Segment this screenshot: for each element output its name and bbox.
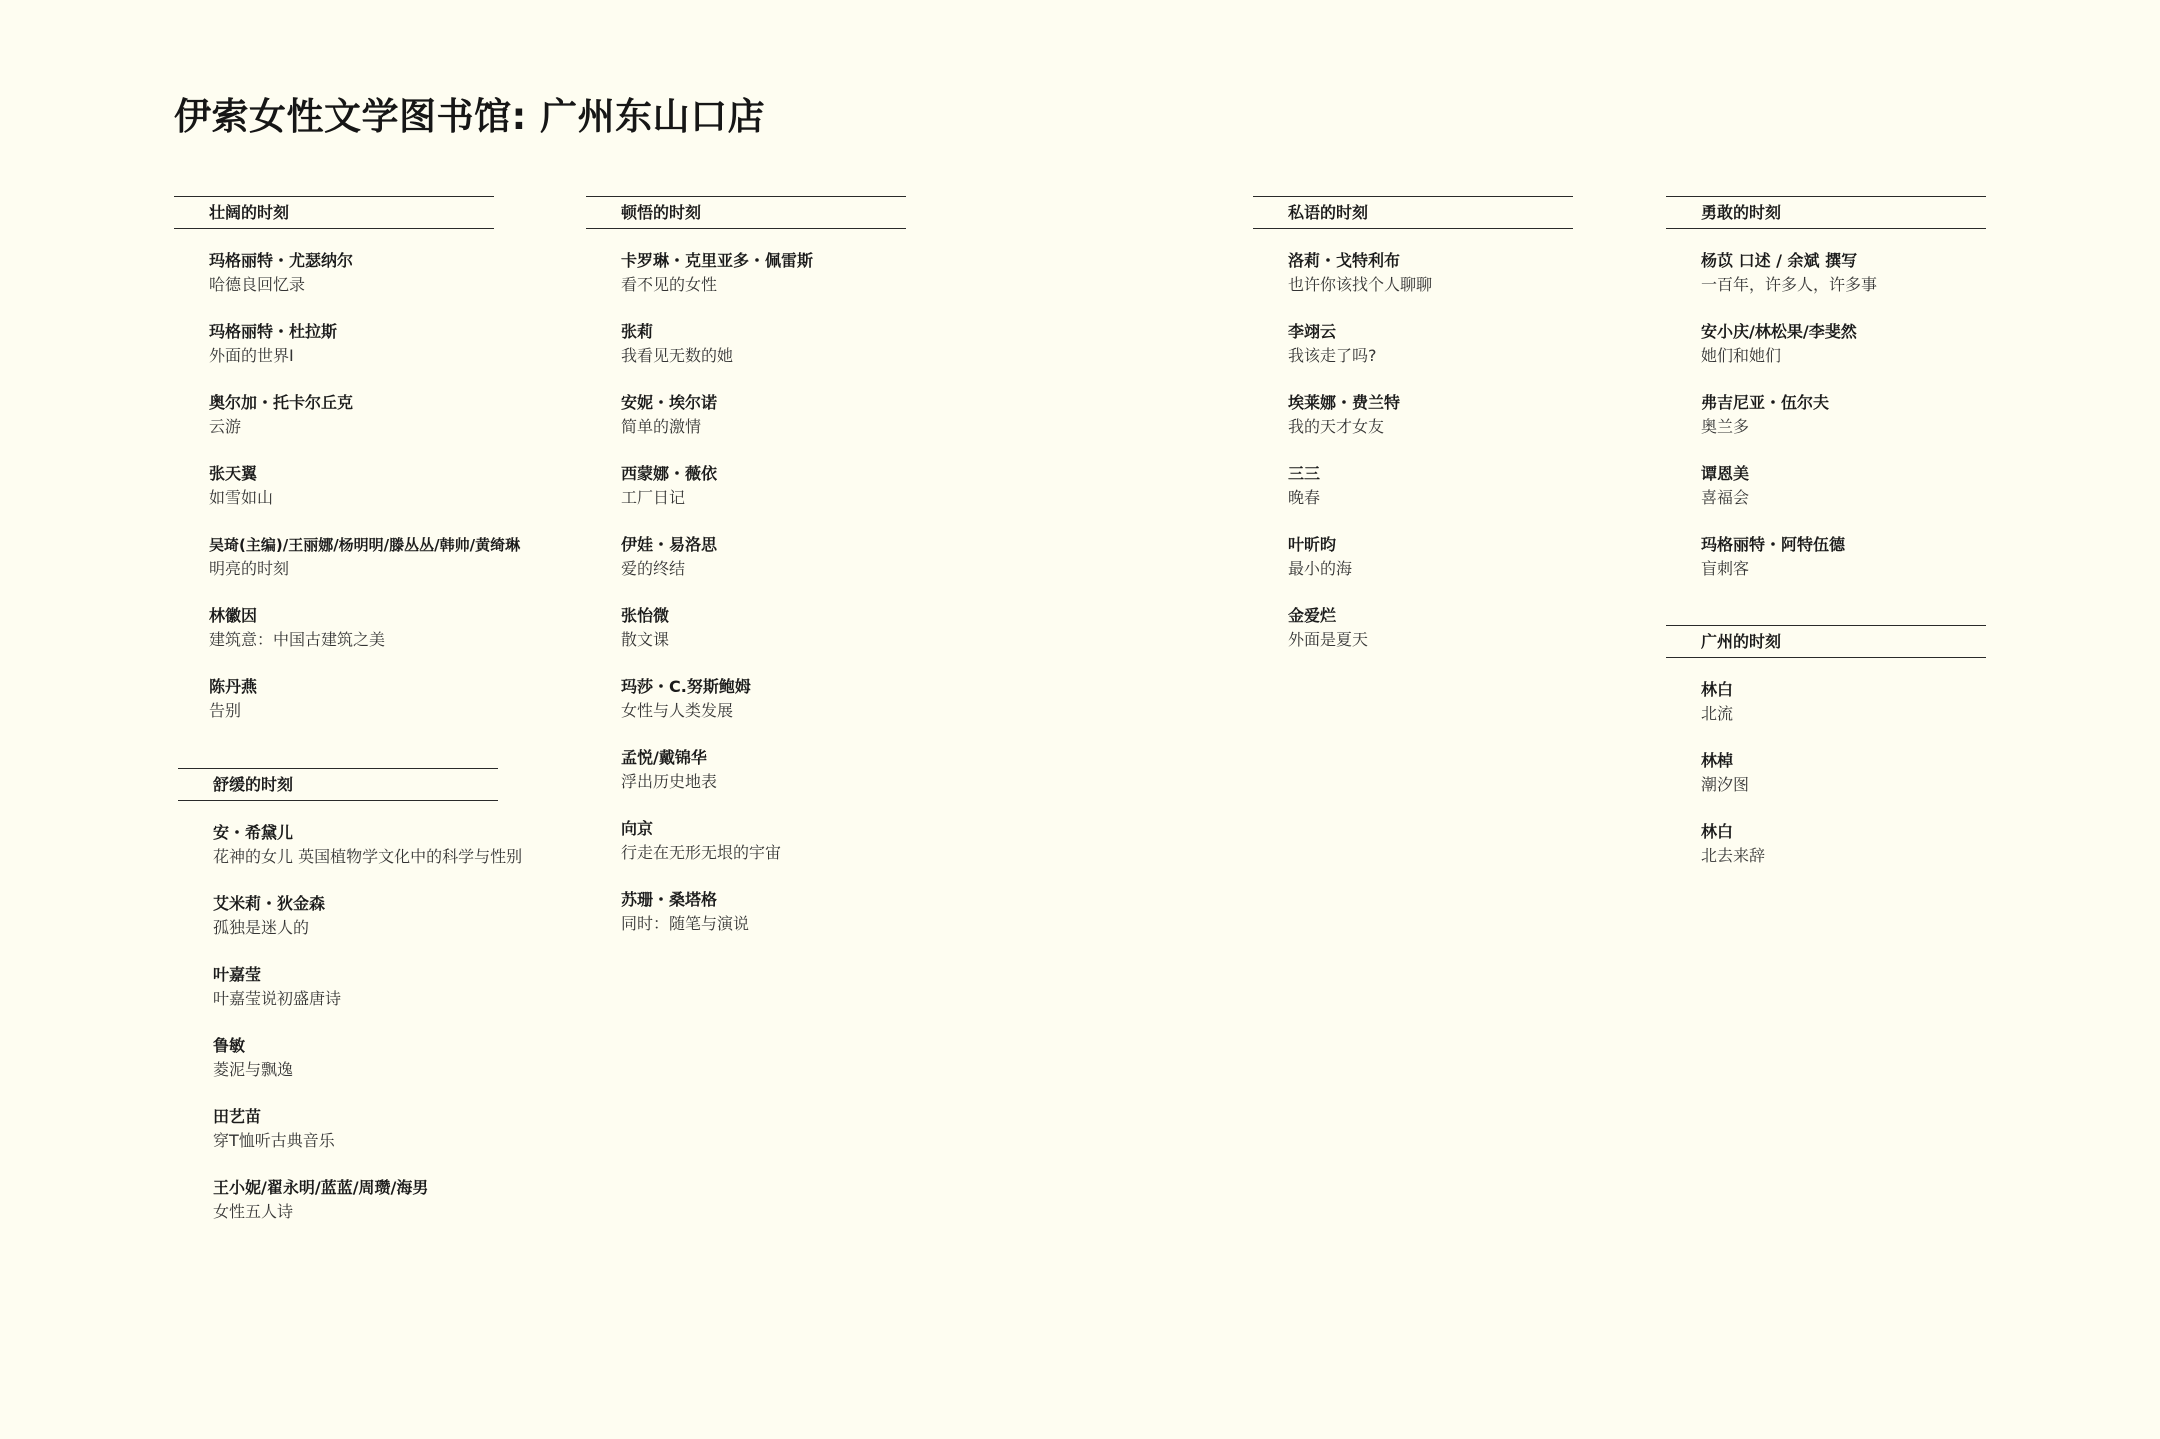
- book-item: [586, 320, 906, 391]
- book-author: 弗吉尼亚・伍尔夫: [1701, 393, 1830, 412]
- book-author: 林徽因: [209, 606, 258, 625]
- book-item: [1666, 820, 1986, 891]
- book-title: 我的天才女友: [1288, 417, 1385, 436]
- book-author: 奥尔加・托卡尔丘克: [209, 393, 354, 412]
- book-title: 看不见的女性: [621, 275, 718, 294]
- book-item: [174, 604, 494, 675]
- section-heading: 广州的时刻: [1666, 625, 1986, 658]
- book-title: 菱泥与飘逸: [213, 1060, 294, 1079]
- book-item: [174, 462, 494, 533]
- book-list: [586, 249, 906, 959]
- book-title: 如雪如山: [209, 488, 274, 507]
- book-author: 玛格丽特・杜拉斯: [209, 322, 338, 341]
- book-author: 吴琦(主编)/王丽娜/杨明明/滕丛丛/韩帅/黄绮琳: [209, 536, 521, 554]
- book-author: 金爱烂: [1288, 606, 1337, 625]
- book-item: [178, 1176, 498, 1247]
- book-title: 散文课: [621, 630, 670, 649]
- book-item: [1666, 749, 1986, 820]
- section-gentle-moments: [178, 768, 523, 1247]
- book-list: [178, 821, 523, 1247]
- book-title: 叶嘉莹说初盛唐诗: [213, 989, 342, 1008]
- book-title: 简单的激情: [621, 417, 702, 436]
- book-title: 盲刺客: [1701, 559, 1750, 578]
- book-title: 工厂日记: [621, 488, 686, 507]
- book-title: 行走在无形无垠的宇宙: [621, 843, 782, 862]
- book-author: 苏珊・桑塔格: [621, 890, 718, 909]
- book-title: 外面是夏天: [1288, 630, 1369, 649]
- section-guangzhou-moments: [1666, 625, 1986, 891]
- book-author: 陈丹燕: [209, 677, 258, 696]
- book-title: 穿T恤听古典音乐: [213, 1131, 335, 1150]
- book-author: 叶昕昀: [1288, 535, 1337, 554]
- book-item: [586, 675, 906, 746]
- section-whisper-moments: [1253, 196, 1573, 675]
- book-item: [1253, 320, 1573, 391]
- book-item: [178, 892, 498, 963]
- book-item: [174, 533, 521, 604]
- book-title: 浮出历史地表: [621, 772, 718, 791]
- book-author: 田艺苗: [213, 1107, 262, 1126]
- book-title: 我该走了吗?: [1288, 346, 1377, 365]
- book-author: 林白: [1701, 680, 1734, 699]
- book-title: 花神的女儿 英国植物学文化中的科学与性别: [213, 847, 523, 866]
- book-item: [586, 533, 906, 604]
- book-title: 建筑意：中国古建筑之美: [209, 630, 386, 649]
- book-title: 我看见无数的她: [621, 346, 734, 365]
- book-item: [178, 963, 498, 1034]
- book-item: [174, 320, 494, 391]
- book-title: 一百年，许多人，许多事: [1701, 275, 1878, 294]
- book-author: 孟悦/戴锦华: [621, 748, 707, 767]
- book-item: [586, 888, 906, 959]
- book-item: [1666, 462, 1986, 533]
- book-title: 北流: [1701, 704, 1734, 723]
- book-title: 也许你该找个人聊聊: [1288, 275, 1433, 294]
- book-title: 喜福会: [1701, 488, 1750, 507]
- section-heading: 壮阔的时刻: [174, 196, 494, 229]
- section-grand-moments: [174, 196, 521, 746]
- book-title: 哈德良回忆录: [209, 275, 306, 294]
- book-author: 林白: [1701, 822, 1734, 841]
- book-author: 向京: [621, 819, 654, 838]
- book-item: [1666, 249, 1986, 320]
- book-author: 安小庆/林松果/李斐然: [1701, 322, 1857, 341]
- book-author: 张莉: [621, 322, 654, 341]
- book-title: 女性五人诗: [213, 1202, 294, 1221]
- book-author: 三三: [1288, 464, 1321, 483]
- book-item: [586, 462, 906, 533]
- book-title: 女性与人类发展: [621, 701, 734, 720]
- book-title: 北去来辞: [1701, 846, 1766, 865]
- book-author: 谭恩美: [1701, 464, 1750, 483]
- section-heading: 舒缓的时刻: [178, 768, 498, 801]
- book-item: [1666, 533, 1986, 604]
- book-item: [1253, 249, 1573, 320]
- section-heading: 勇敢的时刻: [1666, 196, 1986, 229]
- book-item: [586, 604, 906, 675]
- book-author: 安妮・埃尔诺: [621, 393, 718, 412]
- book-item: [1253, 391, 1573, 462]
- book-author: 鲁敏: [213, 1036, 246, 1055]
- book-title: 告别: [209, 701, 242, 720]
- book-item: [1666, 320, 1986, 391]
- book-item: [1253, 604, 1573, 675]
- section-brave-moments: [1666, 196, 1986, 604]
- book-author: 叶嘉莹: [213, 965, 262, 984]
- book-item: [586, 249, 906, 320]
- book-title: 同时：随笔与演说: [621, 914, 750, 933]
- book-author: 埃莱娜・费兰特: [1288, 393, 1401, 412]
- section-epiphany-moments: [586, 196, 906, 959]
- book-author: 林棹: [1701, 751, 1734, 770]
- book-item: [1253, 533, 1573, 604]
- section-heading: 私语的时刻: [1253, 196, 1573, 229]
- book-title: 云游: [209, 417, 242, 436]
- book-item: [586, 746, 906, 817]
- book-list: [174, 249, 521, 746]
- book-item: [178, 1105, 498, 1176]
- book-item: [174, 391, 494, 462]
- book-title: 最小的海: [1288, 559, 1353, 578]
- book-title: 潮汐图: [1701, 775, 1750, 794]
- book-item: [174, 249, 494, 320]
- section-heading: 顿悟的时刻: [586, 196, 906, 229]
- book-author: 张怡微: [621, 606, 670, 625]
- book-item: [178, 821, 523, 892]
- book-list: [1666, 678, 1986, 891]
- book-item: [1666, 391, 1986, 462]
- book-author: 安・希黛儿: [213, 823, 294, 842]
- book-title: 奥兰多: [1701, 417, 1750, 436]
- book-author: 张天翼: [209, 464, 258, 483]
- book-title: 外面的世界I: [209, 346, 294, 365]
- book-item: [586, 391, 906, 462]
- book-title: 晚春: [1288, 488, 1321, 507]
- book-title: 孤独是迷人的: [213, 918, 310, 937]
- book-author: 王小妮/翟永明/蓝蓝/周瓒/海男: [213, 1178, 429, 1197]
- book-author: 洛莉・戈特利布: [1288, 251, 1401, 270]
- book-author: 西蒙娜・薇依: [621, 464, 718, 483]
- book-title: 她们和她们: [1701, 346, 1782, 365]
- book-author: 伊娃・易洛思: [621, 535, 718, 554]
- book-item: [174, 675, 494, 746]
- book-author: 卡罗琳・克里亚多・佩雷斯: [621, 251, 814, 270]
- book-author: 玛莎・C.努斯鲍姆: [621, 677, 751, 696]
- book-list: [1253, 249, 1573, 675]
- book-item: [1666, 678, 1986, 749]
- book-author: 杨苡 口述 / 余斌 撰写: [1701, 251, 1858, 270]
- book-author: 艾米莉・狄金森: [213, 894, 326, 913]
- book-item: [178, 1034, 498, 1105]
- book-list: [1666, 249, 1986, 604]
- book-author: 李翊云: [1288, 322, 1337, 341]
- book-title: 明亮的时刻: [209, 559, 290, 578]
- book-author: 玛格丽特・阿特伍德: [1701, 535, 1846, 554]
- book-item: [1253, 462, 1573, 533]
- book-item: [586, 817, 906, 888]
- book-title: 爱的终结: [621, 559, 686, 578]
- page-title: 伊索女性文学图书馆: 广州东山口店: [174, 95, 766, 138]
- book-author: 玛格丽特・尤瑟纳尔: [209, 251, 354, 270]
